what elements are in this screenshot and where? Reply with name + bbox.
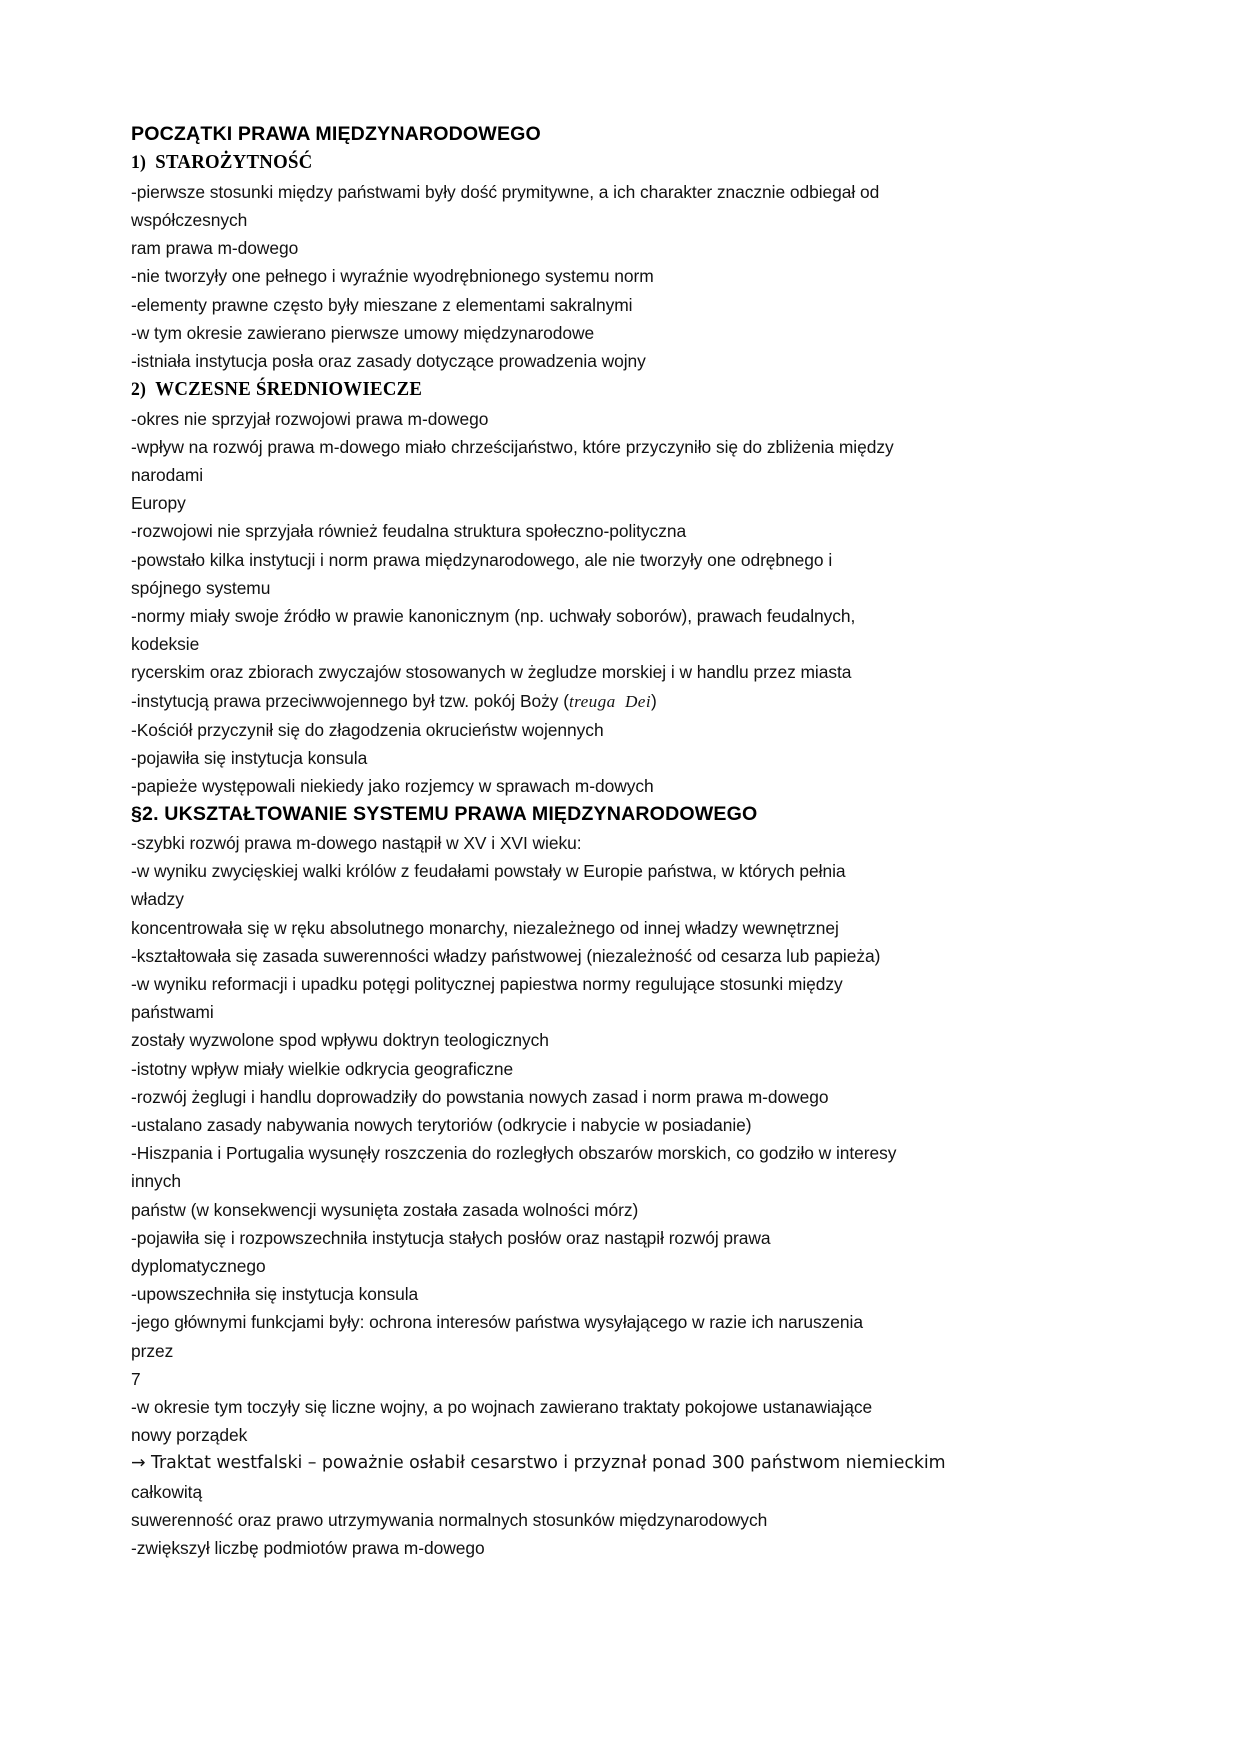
body-line: -kształtowała się zasada suwerenności władzy państwowej (niezależność od cesarza lub papieża): [131, 945, 881, 966]
body-line: -upowszechniła się instytucja konsula: [131, 1284, 419, 1305]
body-line: -pojawiła się i rozpowszechniła instytucja stałych posłów oraz nastąpił rozwój prawa: [131, 1227, 771, 1248]
body-line: -Hiszpania i Portugalia wysunęły roszczenia do rozległych obszarów morskich, co godziło w interesy: [131, 1143, 897, 1164]
body-line: -jego głównymi funkcjami były: ochrona interesów państwa wysyłającego w razie ich naruszenia: [131, 1312, 863, 1333]
section-2-label: WCZESNE ŚREDNIOWIECZE: [155, 378, 423, 401]
body-line: nowy porządek: [131, 1425, 248, 1446]
body-line: → Traktat westfalski – poważnie osłabił cesarstwo i przyznał ponad 300 państwom niemieckim: [131, 1453, 946, 1474]
body-line: -ustalano zasady nabywania nowych terytoriów (odkrycie i nabycie w posiadanie): [131, 1114, 752, 1135]
body-line: kodeksie: [131, 634, 200, 655]
body-line: -okres nie sprzyjał rozwojowi prawa m-dowego: [131, 408, 489, 429]
body-line: -istniała instytucja posła oraz zasady dotyczące prowadzenia wojny: [131, 351, 646, 372]
body-line: -rozwojowi nie sprzyjała również feudalna struktura społeczno-polityczna: [131, 521, 687, 542]
body-line: Europy: [131, 493, 186, 514]
body-line: -szybki rozwój prawa m-dowego nastąpił w XV i XVI wieku:: [131, 832, 582, 853]
body-line: współczesnych: [131, 210, 248, 231]
body-line: całkowitą: [131, 1481, 203, 1502]
body-line: innych: [131, 1171, 181, 1192]
section-1-number: 1): [131, 152, 147, 174]
body-line: narodami: [131, 465, 204, 486]
body-line: -w tym okresie zawierano pierwsze umowy międzynarodowe: [131, 322, 595, 343]
body-line: przez: [131, 1340, 174, 1361]
section-2-number: 2): [131, 379, 147, 401]
body-line: -nie tworzyły one pełnego i wyraźnie wyodrębnionego systemu norm: [131, 266, 654, 287]
body-line: -elementy prawne często były mieszane z elementami sakralnymi: [131, 294, 633, 315]
body-line: -w okresie tym toczyły się liczne wojny, a po wojnach zawierano traktaty pokojowe ustanawiające: [131, 1396, 873, 1417]
body-line: -papieże występowali niekiedy jako rozjemcy w sprawach m-dowych: [131, 776, 654, 797]
body-line: rycerskim oraz zbiorach zwyczajów stosowanych w żegludze morskiej i w handlu przez miasta: [131, 662, 852, 683]
body-line: -normy miały swoje źródło w prawie kanonicznym (np. uchwały soborów), prawach feudalnych,: [131, 606, 856, 627]
latin-term: treuga Dei: [568, 691, 652, 711]
body-line: suwerenność oraz prawo utrzymywania normalnych stosunków międzynarodowych: [131, 1509, 768, 1530]
body-line: państw (w konsekwencji wysunięta została zasada wolności mórz): [131, 1199, 639, 1220]
body-line: -powstało kilka instytucji i norm prawa międzynarodowego, ale nie tworzyły one odrębnego i: [131, 549, 833, 570]
body-line: państwami: [131, 1002, 214, 1023]
body-line: -wpływ na rozwój prawa m-dowego miało chrześcijaństwo, które przyczyniło się do zbliżenia między: [131, 436, 894, 457]
latin-line-prefix: -instytucją prawa przeciwwojennego był tzw. pokój Boży (: [131, 690, 569, 711]
section-2-heading: [131, 375, 941, 404]
section-1-heading: [131, 148, 941, 177]
latin-line-suffix: ): [651, 690, 657, 711]
body-line: -istotny wpływ miały wielkie odkrycia geograficzne: [131, 1058, 514, 1079]
section-1-label: STAROŻYTNOŚĆ: [155, 151, 313, 174]
body-line: spójnego systemu: [131, 577, 271, 598]
page-title: POCZĄTKI PRAWA MIĘDZYNARODOWEGO: [131, 123, 541, 145]
body-line: -zwiększył liczbę podmiotów prawa m-dowego: [131, 1537, 485, 1558]
body-line: dyplomatycznego: [131, 1255, 266, 1276]
body-line: ram prawa m-dowego: [131, 238, 299, 259]
body-line: koncentrowała się w ręku absolutnego monarchy, niezależnego od innej władzy wewnętrznej: [131, 917, 839, 938]
section-3-heading: §2. UKSZTAŁTOWANIE SYSTEMU PRAWA MIĘDZYNARODOWEGO: [131, 803, 758, 826]
body-line: -w wyniku reformacji i upadku potęgi politycznej papiestwa normy regulujące stosunki między: [131, 973, 843, 994]
body-line: -w wyniku zwycięskiej walki królów z feudałami powstały w Europie państwa, w których pełnia: [131, 861, 846, 882]
document-body: [131, 120, 1011, 1562]
body-line: władzy: [131, 889, 184, 910]
body-line: zostały wyzwolone spod wpływu doktryn teologicznych: [131, 1030, 549, 1051]
body-line-latin: [131, 687, 1011, 716]
body-line: -rozwój żeglugi i handlu doprowadziły do powstania nowych zasad i norm prawa m-dowego: [131, 1086, 829, 1107]
page-number-marker: 7: [131, 1368, 141, 1389]
body-line: -Kościół przyczynił się do złagodzenia okrucieństw wojennych: [131, 719, 604, 740]
body-line: -pojawiła się instytucja konsula: [131, 748, 368, 769]
body-line: -pierwsze stosunki między państwami były dość prymitywne, a ich charakter znacznie odbiegał od: [131, 181, 880, 202]
